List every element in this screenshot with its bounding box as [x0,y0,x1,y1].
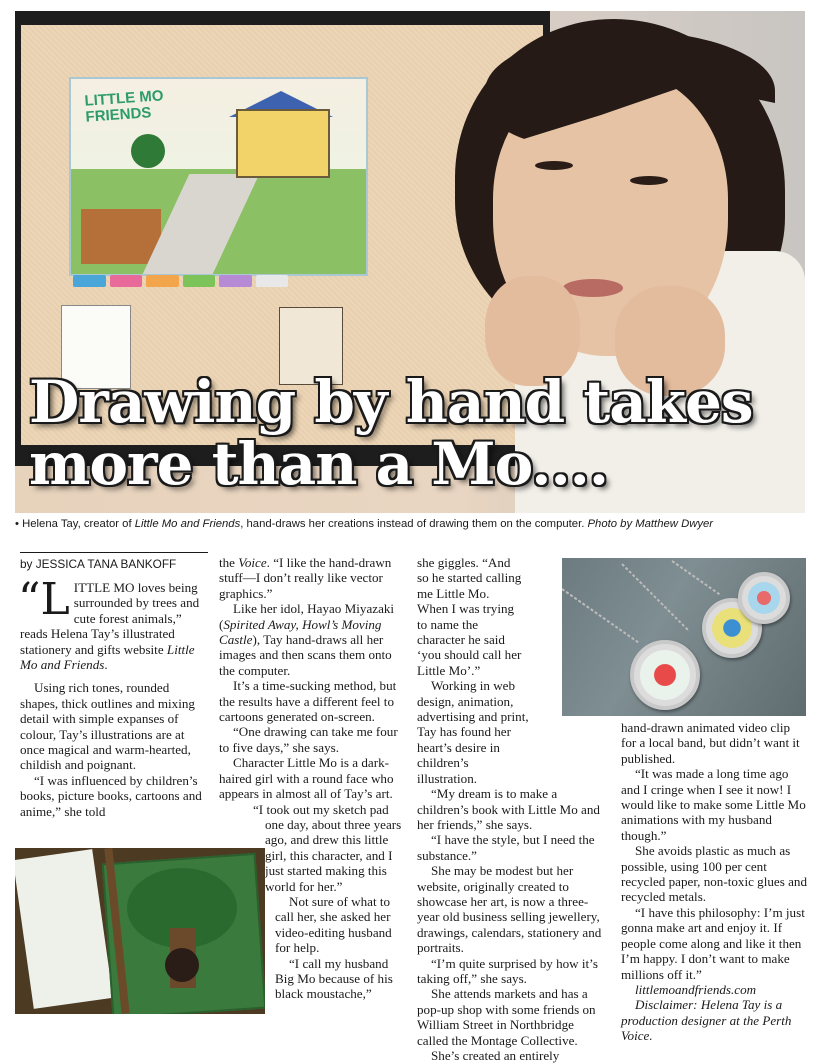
paragraph-5-end: ), Tay hand-draws all her images and then scans them onto the computer. [219,632,392,678]
pendant-watering-can-art [640,650,690,700]
site-logo [84,88,165,125]
person-mouth [563,279,623,297]
article-paragraph-2: Using rich tones, rounded shapes, thick outlines and mixing detail with simple expanses of colour, Tay’s illustrations are at once magical and warm-hearted, childish and poignant. [20,680,195,773]
article-paragraph-16: She may be modest but her website, originally created to showcase her art, is now a three-year old business selling jewellery, drawings, calendars, stationery and portraits. [417,863,602,956]
notebook-girl-art [165,948,199,982]
paragraph-1-text: ITTLE MO loves being surrounded by trees and cute forest animals,” reads Helena Tay’s illustrated stationery and gifts website [20,580,200,657]
article-paragraph-9: “I took out my sketch pad one day, about three years ago, and drew this little girl, this character, and I just started making this world for her.” [253,801,402,894]
article-column-4 [621,720,807,1044]
pendant-watering-can [630,640,700,710]
pendant-girl-art [748,582,780,614]
notebooks-photo [15,848,265,1014]
headline-line2: more than a Mo.... [29,430,609,498]
article-paragraph-3: “I was influenced by children’s books, picture books, cartoons and anime,” she told [20,772,202,819]
drop-cap: “L [18,574,70,625]
caption-bullet: • [15,518,19,530]
paragraph-5-films: Spirited Away, Howl’s Moving Castle [219,616,382,648]
article-paragraph-4 [219,555,407,601]
article-paragraph-7: “One drawing can take me four to five days,” she says. [219,724,398,755]
site-logo-line1: LITTLE MO [83,87,165,110]
paragraph-1-title: Little Mo and Friends [20,641,195,673]
article-paragraph-18: She attends markets and has a pop-up shop with some friends on William Street in Northbridge called the Montage Collective. [417,986,596,1048]
caption-text-1: Helena Tay, creator of [22,518,135,530]
article-paragraph-20: hand-drawn animated video clip for a local band, but didn’t want it published. [621,720,800,766]
website-nav-buttons [73,275,288,289]
nav-button-3 [146,275,179,287]
article-paragraph-1 [18,574,210,673]
article-disclaimer [621,997,807,1043]
article-paragraph-10: Not sure of what to call her, she asked her video-editing husband for help. [275,893,392,956]
caption-text-2: , hand-draws her creations instead of drawing them on the computer. [240,518,588,530]
article-paragraph-6: It’s a time-sucking method, but the results have a different feel to cartoons generated on-screen. [219,678,397,725]
headline [29,368,799,498]
nav-button-5 [219,275,252,287]
article-paragraph-8: Character Little Mo is a dark-haired girl with a round face who appears in almost all of Tay’s art. [219,755,394,802]
paragraph-5-text: Like her idol, Hayao Miyazaki ( [219,601,395,632]
open-notebook [15,849,113,1009]
pendant-chain-3 [671,560,721,596]
article-website [621,982,807,997]
article-paragraph-21: “It was made a long time ago and I cringe when I see it now! I would like to make some Little Mo animations with my husband though.” [621,766,806,843]
article-paragraph-12: she giggles. “And so he started calling me Little Mo. When I was trying to name the character he said ‘you should call her Little Mo’.” [417,555,522,678]
photo-caption [15,518,810,530]
article-paragraph-23: “I have this philosophy: I’m just gonna make art and enjoy it. If people come along and like it then I’m happy. I don’t want to make millions off it.” [621,904,805,982]
article-paragraph-13: Working in web design, animation, advertising and print, Tay has found her heart’s desire in children’s illustration. [417,678,529,786]
website-illustration [69,77,368,276]
paragraph-4-text: the [219,555,239,570]
hero-photo [15,11,805,513]
article-paragraph-15: “I have the style, but I need the substance.” [417,832,595,863]
paragraph-4-voice: Voice [238,555,267,570]
website-link-text: littlemoandfriends.com [635,981,757,997]
illustration-tree [131,134,165,168]
pendant-girl [738,572,790,624]
paragraph-4-end: . “I like the hand-drawn stuff—I don’t really like vector graphics.” [219,555,392,601]
article-paragraph-11: “I call my husband Big Mo because of his black moustache,” [275,955,393,1002]
illustration-field [81,209,161,264]
pendants-photo [562,558,806,716]
caption-title: Little Mo and Friends [134,518,241,530]
headline-line1: Drawing by hand takes [29,368,753,436]
article-paragraph-17: “I’m quite surprised by how it’s taking off,” she says. [417,955,598,986]
caption-credit: Photo by Matthew Dwyer [587,518,714,530]
nav-button-2 [110,275,143,287]
nav-button-6 [256,275,289,287]
illustration-house [236,109,330,178]
article-paragraph-22: She avoids plastic as much as possible, using 100 per cent recycled paper, non-toxic glues and recycled metals. [621,843,807,905]
byline: by JESSICA TANA BANKOFF [20,552,208,571]
article-column-1 [18,574,210,819]
disclaimer-text: Disclaimer: Helena Tay is a production designer at the Perth Voice. [621,997,792,1044]
paragraph-1-end: . [104,657,108,673]
nav-button-4 [183,275,216,287]
person-eye-right [630,176,668,185]
site-logo-line2: FRIENDS [85,104,152,126]
nav-button-1 [73,275,106,287]
pendant-chain-2 [621,563,690,632]
person-eye-left [535,161,573,170]
article-paragraph-19: She’s created an entirely [431,1048,560,1063]
article-paragraph-14: “My dream is to make a children’s book with Little Mo and her friends,” she says. [417,786,600,832]
pendant-chain-1 [562,588,640,644]
article-paragraph-5 [219,601,407,678]
